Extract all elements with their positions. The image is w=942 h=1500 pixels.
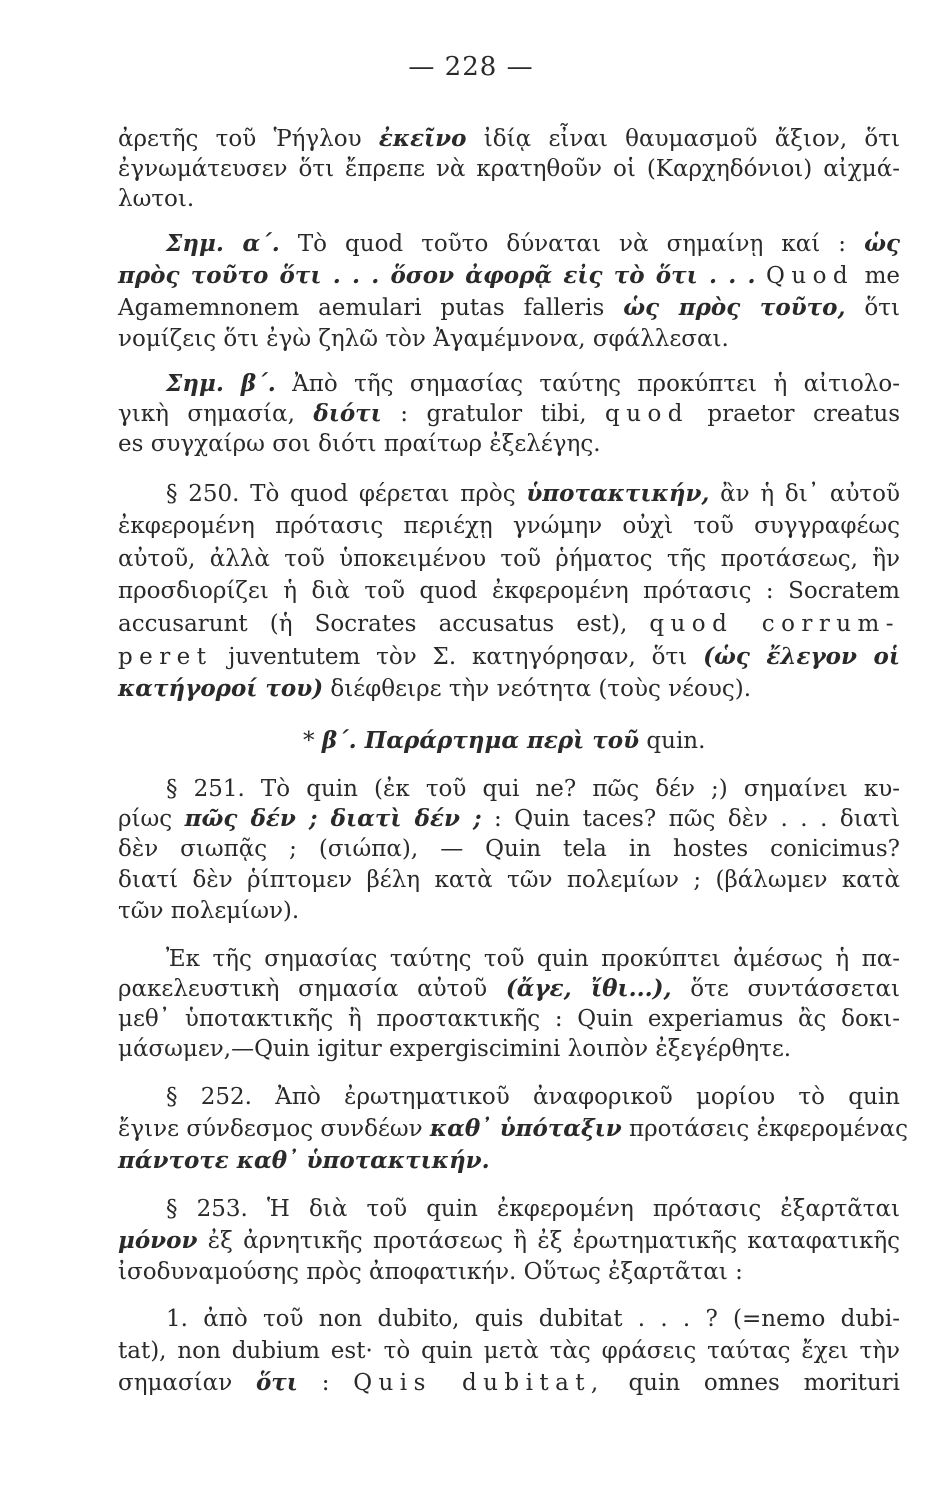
text-run: ρακελευστικὴ σημασία αὐτοῦ [118, 976, 506, 1002]
emphasized-text: Σημ. β΄. [166, 370, 276, 397]
text-line [118, 1147, 900, 1175]
text-line [166, 1083, 900, 1111]
text-line [118, 125, 900, 153]
spaced-text: peret [118, 644, 213, 670]
text-run: me [854, 263, 900, 289]
text-run: ὅτι [845, 295, 901, 321]
text-line [118, 512, 900, 540]
text-run: ἂν ἡ δι᾽ αὐτοῦ [709, 481, 900, 507]
text-line [118, 1337, 900, 1365]
text-run: ρίως [118, 806, 185, 832]
text-line [118, 430, 900, 458]
text-run: § 253. Ἡ διὰ τοῦ quin ἐκφερομένη πρότασις ἐξαρτᾶται [166, 1196, 900, 1222]
text-line [118, 577, 900, 605]
text-run: Ἀπὸ τῆς σημασίας ταύτης προκύπτει ἡ αἰτιολο- [275, 371, 900, 397]
emphasized-text: διότι [313, 400, 382, 427]
text-line [118, 262, 900, 290]
text-line [118, 1005, 900, 1033]
emphasized-text: (ὡς ἔλεγον οἱ [703, 643, 900, 670]
text-line [166, 230, 900, 258]
text-line [118, 294, 900, 322]
text-run: διέφθειρε τὴν νεότητα (τοὺς νέους). [323, 676, 752, 702]
text-run: σημασίαν [118, 1370, 256, 1396]
text-line [166, 1305, 900, 1333]
text-run: ἀρετῆς τοῦ Ῥήγλου [118, 126, 379, 152]
text-run [755, 263, 766, 289]
text-line [118, 1227, 900, 1255]
text-run: quin. [639, 728, 706, 754]
text-line [118, 835, 900, 863]
text-run: διατί δὲν ῥίπτομεν βέλη κατὰ τῶν πολεμίων ; (βάλωμεν κατὰ [118, 867, 900, 893]
text-run: μάσωμεν,—Quin igitur expergiscimini λοιπὸν ἐξεγέρθητε. [118, 1036, 792, 1062]
emphasized-text: κατήγοροί του) [118, 675, 324, 702]
text-run: μεθ᾽ ὑποτακτικῆς ἢ προστακτικῆς : Quin experiamus ἂς δοκι- [118, 1006, 900, 1032]
text-run: προτάσεις ἐκφερομένας [621, 1116, 908, 1142]
text-line [118, 545, 900, 573]
text-run: ἔγινε σύνδεσμος συνδέων [118, 1116, 430, 1142]
text-line [118, 1035, 900, 1063]
text-line [118, 1258, 900, 1286]
text-run: § 251. Τὸ quin (ἐκ τοῦ qui ne? πῶς δέν ;) σημαίνει κυ- [166, 776, 900, 802]
text-line [118, 866, 900, 894]
text-line [118, 975, 900, 1003]
text-line [118, 897, 900, 925]
text-run: accusarunt (ἡ Socrates accusatus est), [118, 611, 650, 637]
text-run: ἰδίᾳ εἶναι θαυμασμοῦ ἄξιον, ὅτι [466, 126, 900, 152]
page-number: — 228 — [408, 52, 534, 82]
emphasized-text: πρὸς τοῦτο ὅτι . . . ὅσον ἀφορᾷ εἰς τὸ ὅτι . . . [118, 262, 756, 289]
text-line [118, 643, 900, 671]
emphasized-text: ὡς πρὸς τοῦτο, [623, 294, 846, 321]
text-line [303, 727, 900, 755]
text-run: δὲν σιωπᾷς ; (σιώπα), — Quin tela in hostes conicimus? [118, 836, 900, 862]
text-run: ὅτε συντάσσεται [671, 976, 900, 1002]
text-line [118, 675, 900, 703]
text-line [118, 325, 900, 353]
text-line [118, 155, 900, 183]
spaced-text: quod [605, 401, 689, 427]
text-line [118, 185, 900, 213]
text-line [166, 775, 900, 803]
text-line [118, 610, 900, 638]
spaced-text: Quod [766, 263, 855, 289]
spaced-text: quod corrum- [649, 611, 900, 637]
emphasized-text: ἐκεῖνο [378, 125, 467, 152]
text-run: ἰσοδυναμούσης πρὸς ἀποφατικήν. Οὕτως ἐξαρτᾶται : [118, 1259, 743, 1285]
text-run: praetor creatus [688, 401, 901, 427]
text-run: γικὴ σημασία, [118, 401, 314, 427]
emphasized-text: ὑποτακτικήν, [526, 480, 710, 507]
text-run: : Quin taces? πῶς δὲν . . . διατὶ [481, 806, 900, 832]
text-line [166, 1195, 900, 1223]
text-run: ἐγνωμάτευσεν ὅτι ἔπρεπε νὰ κρατηθοῦν οἱ (Καρχηδόνιοι) αἰχμά- [118, 156, 900, 182]
text-run: : [297, 1370, 354, 1396]
text-run: es συγχαίρω σοι διότι πραίτωρ ἐξελέγης. [118, 431, 601, 457]
emphasized-text: μόνον [118, 1227, 198, 1254]
text-line [118, 1115, 908, 1143]
text-run: : gratulor tibi, [381, 401, 606, 427]
text-run: Agamemnonem aemulari putas falleris [118, 295, 624, 321]
text-line [118, 400, 900, 428]
emphasized-text: πάντοτε καθ᾽ ὑποτακτικήν. [118, 1147, 490, 1174]
text-run: αὐτοῦ, ἀλλὰ τοῦ ὑποκειμένου τοῦ ῥήματος τῆς προτάσεως, ἣν [118, 546, 900, 572]
spaced-text: Quis dubitat, [353, 1370, 605, 1396]
text-run: § 250. Τὸ quod φέρεται πρὸς [166, 481, 527, 507]
text-line [118, 1369, 900, 1397]
text-run: quin omnes morituri [604, 1370, 900, 1396]
text-run: ἐξ ἀρνητικῆς προτάσεως ἢ ἐξ ἐρωτηματικῆς καταφατικῆς [197, 1228, 900, 1254]
text-run: juventutem τὸν Σ. κατηγόρησαν, ὅτι [212, 644, 704, 670]
text-line [118, 805, 900, 833]
emphasized-text: ὡς [864, 230, 901, 257]
emphasized-text: καθ᾽ ὑπόταξιν [429, 1115, 622, 1142]
text-line [166, 945, 900, 973]
emphasized-text: ὅτι [255, 1369, 298, 1396]
text-line [166, 480, 900, 508]
emphasized-text: πῶς δέν ; διατὶ δέν ; [184, 805, 482, 832]
text-run: 1. ἀπὸ τοῦ non dubito, quis dubitat . . . ? (=nemo dubi- [166, 1306, 900, 1332]
text-run: τῶν πολεμίων). [118, 898, 300, 924]
text-run: νομίζεις ὅτι ἐγὼ ζηλῶ τὸν Ἀγαμέμνονα, σφάλλεσαι. [118, 326, 729, 352]
text-run: προσδιορίζει ἡ διὰ τοῦ quod ἐκφερομένη πρότασις : Socratem [118, 578, 900, 604]
text-run: tat), non dubium est· τὸ quin μετὰ τὰς φράσεις ταύτας ἔχει τὴν [118, 1338, 900, 1364]
emphasized-text: Σημ. α΄. [166, 230, 280, 257]
text-run: § 252. Ἀπὸ ἐρωτηματικοῦ ἀναφορικοῦ μορίου τὸ quin [166, 1084, 900, 1110]
emphasized-text: (ἄγε, ἴθι...), [505, 975, 672, 1002]
text-run: Τὸ quod τοῦτο δύναται νὰ σημαίνῃ καί : [279, 231, 865, 257]
text-run: ἐκφερομένη πρότασις περιέχῃ γνώμην οὐχὶ τοῦ συγγραφέως [118, 513, 900, 539]
text-run: λωτοι. [118, 186, 195, 212]
text-run: Ἐκ τῆς σημασίας ταύτης τοῦ quin προκύπτει ἀμέσως ἡ πα- [166, 946, 900, 972]
text-run: * [303, 728, 322, 754]
text-line [166, 370, 900, 398]
emphasized-text: β΄. Παράρτημα περὶ τοῦ [321, 727, 640, 754]
